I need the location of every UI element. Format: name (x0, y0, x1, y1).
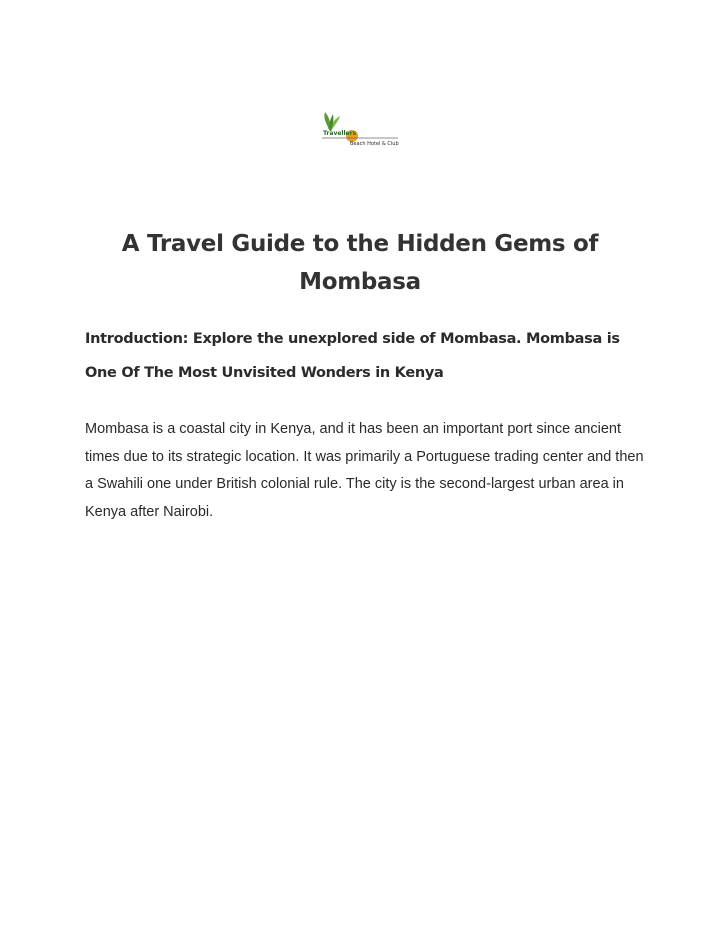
hotel-logo (320, 110, 400, 150)
article-subheading: Introduction: Explore the unexplored side of Mombasa. Mombasa is One Of The Most Unvisited Wonders in Kenya (85, 331, 620, 381)
logo-brand-line2: Beach Hotel & Club (350, 141, 399, 147)
article-title: A Travel Guide to the Hidden Gems of Mombasa (121, 231, 599, 295)
logo-brand-line1: Travellers (323, 130, 357, 137)
palm-sun-logo-icon (320, 110, 400, 150)
frond-middle (329, 114, 333, 131)
article-paragraph: Mombasa is a coastal city in Kenya, and it has been an important port since ancient times due to its strategic location. It was primarily a Portuguese trading center and then a Swahili one under British colonial rule. The city is the second-largest urban area in Kenya after Nairobi. (85, 421, 644, 520)
